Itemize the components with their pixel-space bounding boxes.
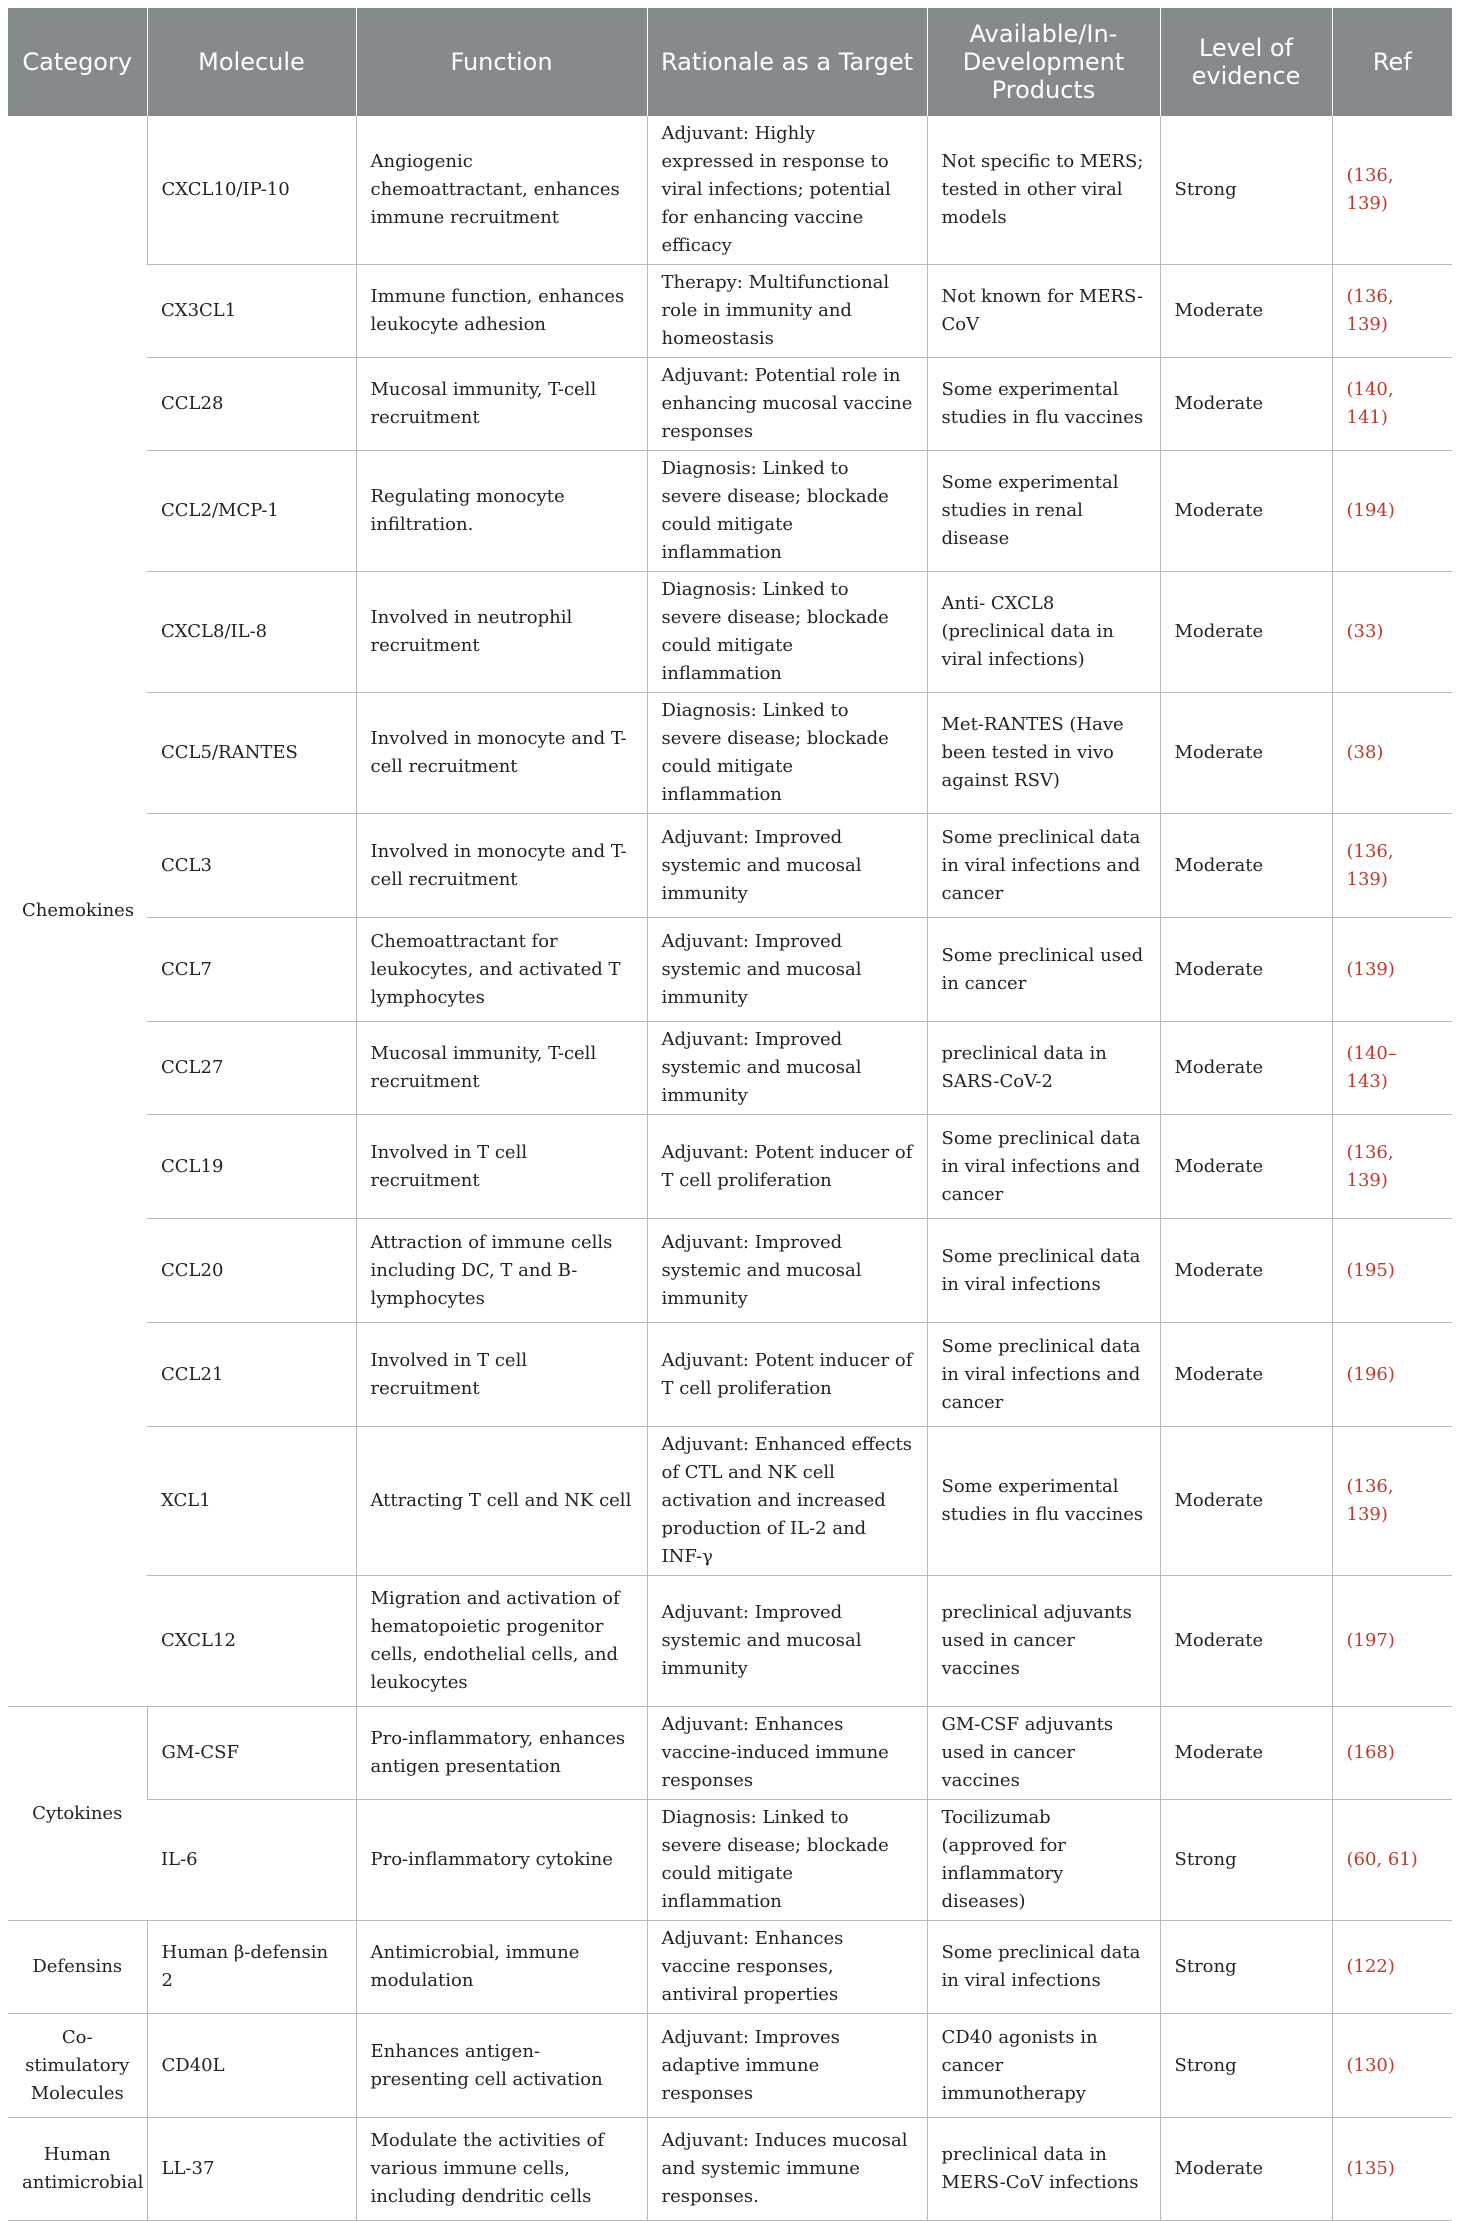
rationale-cell: Adjuvant: Improves adaptive immune responses xyxy=(647,2014,927,2118)
rationale-cell: Adjuvant: Improved systemic and mucosal immunity xyxy=(647,1219,927,1323)
evidence-cell: Moderate xyxy=(1160,1115,1332,1219)
molecule-cell: CCL28 xyxy=(147,358,356,451)
products-cell: preclinical data in MERS-CoV infections xyxy=(927,2118,1160,2221)
table-row xyxy=(8,358,1452,451)
evidence-cell: Moderate xyxy=(1160,451,1332,572)
rationale-cell: Adjuvant: Induces mucosal and systemic immune responses. xyxy=(647,2118,927,2221)
molecule-cell: CD40L xyxy=(147,2014,356,2118)
function-cell: Attraction of immune cells including DC, T and B-lymphocytes xyxy=(356,1219,647,1323)
rationale-cell: Adjuvant: Improved systemic and mucosal immunity xyxy=(647,1576,927,1707)
molecule-cell: CCL2/MCP-1 xyxy=(147,451,356,572)
table-row xyxy=(8,814,1452,918)
ref-cell: (196) xyxy=(1332,1323,1452,1427)
molecule-cell: LL-37 xyxy=(147,2118,356,2221)
function-cell: Pro-inflammatory cytokine xyxy=(356,1800,647,1921)
table-row xyxy=(8,1323,1452,1427)
ref-cell: (135) xyxy=(1332,2118,1452,2221)
function-cell: Angiogenic chemoattractant, enhances immune recruitment xyxy=(356,116,647,265)
function-cell: Involved in T cell recruitment xyxy=(356,1115,647,1219)
molecule-cell: CXCL12 xyxy=(147,1576,356,1707)
ref-cell: (136, 139) xyxy=(1332,1115,1452,1219)
function-cell: Enhances antigen-presenting cell activation xyxy=(356,2014,647,2118)
products-cell: Some preclinical data in viral infections and cancer xyxy=(927,1115,1160,1219)
rationale-cell: Diagnosis: Linked to severe disease; blockade could mitigate inflammation xyxy=(647,1800,927,1921)
table-row xyxy=(8,918,1452,1022)
category-cell: Chemokines xyxy=(8,116,147,1707)
products-cell: Some preclinical data in viral infections and cancer xyxy=(927,814,1160,918)
rationale-cell: Diagnosis: Linked to severe disease; blockade could mitigate inflammation xyxy=(647,693,927,814)
molecule-cell: CX3CL1 xyxy=(147,265,356,358)
products-cell: Some preclinical data in viral infections xyxy=(927,1219,1160,1323)
products-cell: Not specific to MERS; tested in other viral models xyxy=(927,116,1160,265)
table-row xyxy=(8,1022,1452,1115)
table-row xyxy=(8,693,1452,814)
products-cell: Met-RANTES (Have been tested in vivo against RSV) xyxy=(927,693,1160,814)
evidence-cell: Moderate xyxy=(1160,918,1332,1022)
table-row xyxy=(8,1921,1452,2014)
ref-cell: (194) xyxy=(1332,451,1452,572)
ref-cell: (130) xyxy=(1332,2014,1452,2118)
rationale-cell: Adjuvant: Improved systemic and mucosal immunity xyxy=(647,814,927,918)
products-cell: Some preclinical used in cancer xyxy=(927,918,1160,1022)
table-row xyxy=(8,1707,1452,1800)
ref-cell: (136, 139) xyxy=(1332,814,1452,918)
table-row xyxy=(8,1219,1452,1323)
products-cell: Some experimental studies in flu vaccines xyxy=(927,358,1160,451)
evidence-cell: Moderate xyxy=(1160,1219,1332,1323)
function-cell: Immune function, enhances leukocyte adhesion xyxy=(356,265,647,358)
molecule-cell: CCL20 xyxy=(147,1219,356,1323)
molecule-cell: GM-CSF xyxy=(147,1707,356,1800)
products-cell: Not known for MERS-CoV xyxy=(927,265,1160,358)
rationale-cell: Diagnosis: Linked to severe disease; blockade could mitigate inflammation xyxy=(647,451,927,572)
products-cell: preclinical adjuvants used in cancer vaccines xyxy=(927,1576,1160,1707)
ref-cell: (136, 139) xyxy=(1332,265,1452,358)
molecule-cell: CCL21 xyxy=(147,1323,356,1427)
function-cell: Mucosal immunity, T-cell recruitment xyxy=(356,1022,647,1115)
molecule-cell: CCL5/RANTES xyxy=(147,693,356,814)
rationale-cell: Adjuvant: Potent inducer of T cell proliferation xyxy=(647,1115,927,1219)
rationale-cell: Adjuvant: Potent inducer of T cell proliferation xyxy=(647,1323,927,1427)
evidence-cell: Strong xyxy=(1160,1921,1332,2014)
evidence-cell: Moderate xyxy=(1160,358,1332,451)
evidence-cell: Strong xyxy=(1160,1800,1332,1921)
rationale-cell: Therapy: Multifunctional role in immunity and homeostasis xyxy=(647,265,927,358)
function-cell: Involved in monocyte and T-cell recruitment xyxy=(356,814,647,918)
header-evidence: Level of evidence xyxy=(1160,8,1332,116)
ref-cell: (122) xyxy=(1332,1921,1452,2014)
header-category: Category xyxy=(8,8,147,116)
molecule-cell: Human β-defensin 2 xyxy=(147,1921,356,2014)
rationale-cell: Adjuvant: Improved systemic and mucosal immunity xyxy=(647,918,927,1022)
ref-cell: (140, 141) xyxy=(1332,358,1452,451)
table-row xyxy=(8,572,1452,693)
evidence-cell: Moderate xyxy=(1160,572,1332,693)
header-ref: Ref xyxy=(1332,8,1452,116)
category-cell: Defensins xyxy=(8,1921,147,2014)
molecule-cell: CCL7 xyxy=(147,918,356,1022)
function-cell: Involved in neutrophil recruitment xyxy=(356,572,647,693)
evidence-cell: Strong xyxy=(1160,2014,1332,2118)
evidence-cell: Strong xyxy=(1160,116,1332,265)
rationale-cell: Adjuvant: Highly expressed in response to viral infections; potential for enhancing vaccine efficacy xyxy=(647,116,927,265)
function-cell: Antimicrobial, immune modulation xyxy=(356,1921,647,2014)
products-cell: GM-CSF adjuvants used in cancer vaccines xyxy=(927,1707,1160,1800)
rationale-cell: Adjuvant: Improved systemic and mucosal immunity xyxy=(647,1022,927,1115)
molecule-cell: CXCL8/IL-8 xyxy=(147,572,356,693)
products-cell: preclinical data in SARS-CoV-2 xyxy=(927,1022,1160,1115)
table-row xyxy=(8,1427,1452,1576)
ref-cell: (38) xyxy=(1332,693,1452,814)
molecule-cell: CCL27 xyxy=(147,1022,356,1115)
rationale-cell: Adjuvant: Potential role in enhancing mucosal vaccine responses xyxy=(647,358,927,451)
function-cell: Regulating monocyte infiltration. xyxy=(356,451,647,572)
table-row xyxy=(8,2118,1452,2221)
products-cell: Some preclinical data in viral infections and cancer xyxy=(927,1323,1160,1427)
table-row xyxy=(8,116,1452,265)
rationale-cell: Adjuvant: Enhanced effects of CTL and NK cell activation and increased production of IL-2 and INF-γ xyxy=(647,1427,927,1576)
evidence-cell: Moderate xyxy=(1160,1427,1332,1576)
evidence-cell: Moderate xyxy=(1160,1022,1332,1115)
evidence-cell: Moderate xyxy=(1160,1323,1332,1427)
function-cell: Involved in T cell recruitment xyxy=(356,1323,647,1427)
molecule-cell: XCL1 xyxy=(147,1427,356,1576)
evidence-cell: Moderate xyxy=(1160,1576,1332,1707)
header-row xyxy=(8,8,1452,116)
category-cell: Co-stimulatory Molecules xyxy=(8,2014,147,2118)
function-cell: Modulate the activities of various immune cells, including dendritic cells xyxy=(356,2118,647,2221)
products-cell: CD40 agonists in cancer immunotherapy xyxy=(927,2014,1160,2118)
function-cell: Mucosal immunity, T-cell recruitment xyxy=(356,358,647,451)
rationale-cell: Adjuvant: Enhances vaccine responses, antiviral properties xyxy=(647,1921,927,2014)
evidence-cell: Moderate xyxy=(1160,693,1332,814)
table-row xyxy=(8,1576,1452,1707)
function-cell: Pro-inflammatory, enhances antigen presentation xyxy=(356,1707,647,1800)
function-cell: Involved in monocyte and T-cell recruitment xyxy=(356,693,647,814)
table-row xyxy=(8,451,1452,572)
molecule-cell: IL-6 xyxy=(147,1800,356,1921)
ref-cell: (195) xyxy=(1332,1219,1452,1323)
ref-cell: (33) xyxy=(1332,572,1452,693)
category-cell: Cytokines xyxy=(8,1707,147,1921)
products-cell: Some preclinical data in viral infections xyxy=(927,1921,1160,2014)
table-body xyxy=(8,116,1452,2221)
ref-cell: (60, 61) xyxy=(1332,1800,1452,1921)
products-cell: Tocilizumab (approved for inflammatory diseases) xyxy=(927,1800,1160,1921)
ref-cell: (140–143) xyxy=(1332,1022,1452,1115)
molecule-cell: CCL19 xyxy=(147,1115,356,1219)
targets-table xyxy=(8,8,1452,2221)
products-cell: Some experimental studies in renal disease xyxy=(927,451,1160,572)
function-cell: Attracting T cell and NK cell xyxy=(356,1427,647,1576)
rationale-cell: Adjuvant: Enhances vaccine-induced immune responses xyxy=(647,1707,927,1800)
evidence-cell: Moderate xyxy=(1160,814,1332,918)
products-cell: Anti- CXCL8 (preclinical data in viral infections) xyxy=(927,572,1160,693)
molecule-cell: CCL3 xyxy=(147,814,356,918)
ref-cell: (136, 139) xyxy=(1332,1427,1452,1576)
evidence-cell: Moderate xyxy=(1160,265,1332,358)
header-function: Function xyxy=(356,8,647,116)
molecule-cell: CXCL10/IP-10 xyxy=(147,116,356,265)
function-cell: Migration and activation of hematopoietic progenitor cells, endothelial cells, and leukocytes xyxy=(356,1576,647,1707)
table-row xyxy=(8,1115,1452,1219)
products-cell: Some experimental studies in flu vaccines xyxy=(927,1427,1160,1576)
table-row xyxy=(8,265,1452,358)
rationale-cell: Diagnosis: Linked to severe disease; blockade could mitigate inflammation xyxy=(647,572,927,693)
ref-cell: (197) xyxy=(1332,1576,1452,1707)
ref-cell: (139) xyxy=(1332,918,1452,1022)
table-row xyxy=(8,1800,1452,1921)
ref-cell: (168) xyxy=(1332,1707,1452,1800)
header-molecule: Molecule xyxy=(147,8,356,116)
ref-cell: (136, 139) xyxy=(1332,116,1452,265)
category-cell: Human antimicrobial xyxy=(8,2118,147,2221)
header-rationale: Rationale as a Target xyxy=(647,8,927,116)
evidence-cell: Moderate xyxy=(1160,2118,1332,2221)
header-products: Available/In-Development Products xyxy=(927,8,1160,116)
evidence-cell: Moderate xyxy=(1160,1707,1332,1800)
function-cell: Chemoattractant for leukocytes, and activated T lymphocytes xyxy=(356,918,647,1022)
